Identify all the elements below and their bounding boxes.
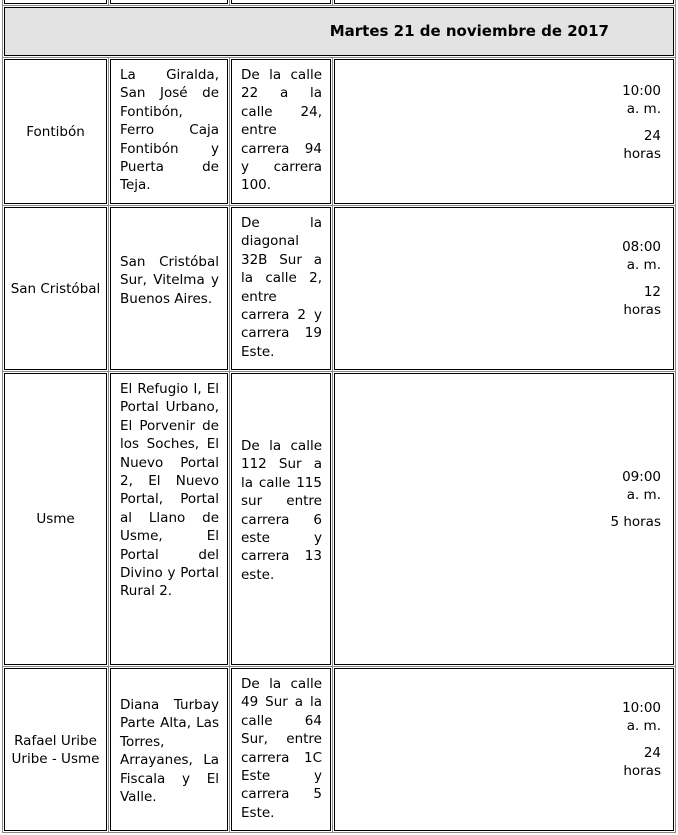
locality-cell: [4, 59, 107, 204]
neighborhoods-cell: [110, 207, 228, 370]
sector-cell: [231, 207, 331, 370]
neighborhoods-text: El Refugio I, El Portal Urbano, El Porvenir de los Soches, El Nuevo Portal 2, El Nuevo Portal, Portal al Llano de Usme, El Portal del Divino y Portal Rural 2.: [120, 381, 219, 600]
previous-row-neighborhoods-cell: [110, 0, 228, 4]
time-cell: [334, 668, 674, 831]
duration: 5 horas: [610, 514, 661, 530]
locality-cell: [4, 668, 107, 831]
locality-name: Rafael Uribe Uribe - Usme: [11, 732, 100, 767]
neighborhoods-text: San Cristóbal Sur, Vitelma y Buenos Aires.: [120, 254, 219, 307]
locality-name: Fontibón: [26, 123, 85, 140]
neighborhoods-cell: [110, 373, 228, 665]
start-time: 10:00 a. m.: [622, 700, 661, 734]
time-cell: [334, 59, 674, 204]
start-time: 09:00 a. m.: [622, 469, 661, 503]
start-time: 08:00 a. m.: [622, 239, 661, 273]
sector-cell: [231, 668, 331, 831]
sector-text: De la diagonal 32B Sur a la calle 2, entre carrera 2 y carrera 19 Este.: [241, 215, 322, 360]
date-header: [4, 7, 674, 56]
time-cell: [334, 373, 674, 665]
locality-name: Usme: [36, 511, 75, 527]
previous-row-sector-cell: [231, 0, 331, 4]
duration: 24 horas: [623, 745, 661, 779]
locality-name: San Cristóbal: [10, 280, 101, 297]
previous-row-time-cell: [334, 0, 674, 4]
locality-cell: [4, 207, 107, 370]
sector-text: De la calle 22 a la calle 24, entre carrera 94 y carrera 100.: [241, 67, 322, 194]
start-time: 10:00 a. m.: [622, 83, 661, 117]
neighborhoods-cell: [110, 59, 228, 204]
duration: 24 horas: [623, 128, 661, 162]
sector-text: De la calle 112 Sur a la calle 115 sur entre carrera 6 este y carrera 13 este.: [241, 438, 322, 583]
previous-row-locality-cell: [4, 0, 107, 4]
date-header-text: Martes 21 de noviembre de 2017: [329, 22, 609, 40]
neighborhoods-text: Diana Turbay Parte Alta, Las Torres, Arrayanes, La Fiscala y El Valle.: [120, 697, 219, 806]
duration: 12 horas: [623, 284, 661, 318]
locality-cell: [4, 373, 107, 665]
sector-cell: [231, 59, 331, 204]
sector-text: De la calle 49 Sur a la calle 64 Sur, entre carrera 1C Este y carrera 5 Este.: [241, 676, 322, 821]
neighborhoods-cell: [110, 668, 228, 831]
neighborhoods-text: La Giralda, San José de Fontibón, Ferro Caja Fontibón y Puerta de Teja.: [120, 67, 219, 194]
sector-cell: [231, 373, 331, 665]
time-cell: [334, 207, 674, 370]
